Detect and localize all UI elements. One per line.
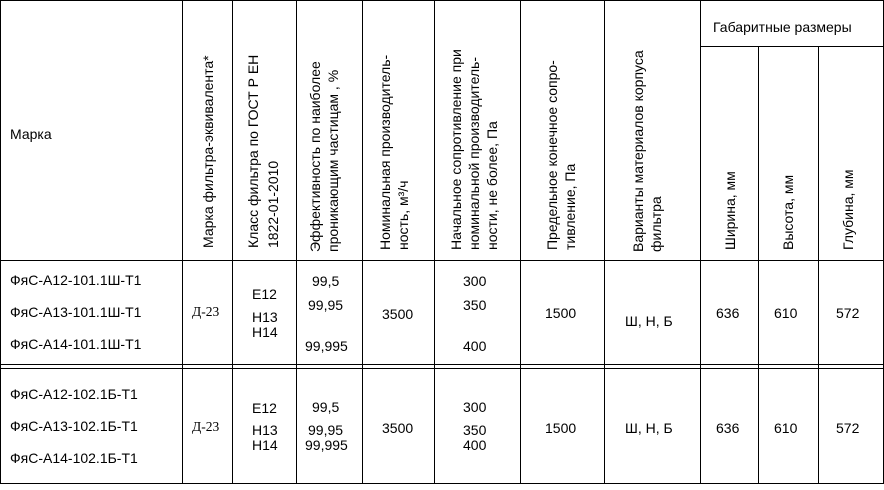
header-initial-resistance-line3: ности, не более, Па (484, 121, 500, 250)
model-name: ФяС-А12-101.1Ш-Т1 (10, 272, 142, 288)
width-value: 636 (716, 305, 740, 321)
initial-resistance-value: 300 (463, 273, 487, 289)
efficiency-value: 99,95 (308, 297, 344, 313)
capacity-value: 3500 (382, 420, 414, 436)
initial-resistance-value: 300 (463, 399, 487, 415)
class-value: E12 (252, 400, 277, 416)
efficiency-value: 99,995 (305, 338, 348, 354)
capacity-value: 3500 (382, 306, 414, 322)
model-name: ФяС-А12-102.1Б-Т1 (10, 386, 138, 402)
filter-equiv-value: Д-23 (192, 304, 220, 319)
materials-value: Ш, Н, Б (625, 420, 673, 436)
col-line-7 (604, 0, 605, 484)
header-filter-equiv: Марка фильтра-эквивалента* (200, 55, 216, 248)
table-border-bottom (0, 483, 884, 484)
model-name: ФяС-А14-102.1Б-Т1 (10, 450, 138, 466)
class-value: H14 (252, 437, 278, 453)
header-height: Высота, мм (780, 174, 796, 250)
model-name: ФяС-А13-102.1Б-Т1 (10, 418, 138, 434)
col-line-5 (434, 0, 435, 484)
efficiency-value: 99,5 (312, 399, 340, 415)
col-line-3 (296, 0, 297, 484)
group-divider-1b (0, 368, 884, 369)
header-capacity-line1: Номинальная производитель- (377, 54, 393, 250)
header-final-resistance-line1: Предельное конечное сопро- (544, 60, 560, 250)
col-line-6 (520, 0, 521, 484)
group-divider-1 (0, 364, 884, 365)
filter-equiv-value: Д-23 (192, 419, 220, 434)
header-efficiency-line2: проникающим частицам , % (325, 69, 341, 252)
dims-header-divider (700, 46, 884, 47)
height-value: 610 (774, 305, 798, 321)
class-value: H13 (252, 309, 278, 325)
initial-resistance-value: 350 (463, 422, 487, 438)
efficiency-value: 99,5 (312, 273, 340, 289)
table-border-top (0, 0, 884, 1)
col-line-2 (232, 0, 233, 484)
header-dims-group: Габаритные размеры (713, 19, 852, 35)
width-value: 636 (716, 420, 740, 436)
depth-value: 572 (836, 420, 860, 436)
class-value: H14 (252, 324, 278, 340)
materials-value: Ш, Н, Б (625, 313, 673, 329)
header-efficiency-line1: Эффективность по наиболее (307, 61, 323, 252)
final-resistance-value: 1500 (545, 305, 577, 321)
col-line-4 (362, 0, 363, 484)
efficiency-value: 99,995 (305, 437, 348, 453)
header-materials-line1: Варианты материалов корпуса (630, 50, 646, 252)
height-value: 610 (774, 420, 798, 436)
col-line-9 (758, 47, 759, 484)
class-value: E12 (252, 286, 277, 302)
header-depth: Глубина, мм (840, 169, 856, 250)
header-class-line2: 1822-01-2010 (265, 160, 281, 248)
efficiency-value: 99,95 (308, 422, 344, 438)
header-marka: Марка (10, 126, 52, 142)
header-class-line1: Класс фильтра по ГОСТ Р ЕН (245, 54, 261, 248)
header-width: Ширина, мм (722, 171, 738, 250)
header-bottom-rule (0, 260, 884, 261)
final-resistance-value: 1500 (545, 420, 577, 436)
depth-value: 572 (836, 305, 860, 321)
col-line-0 (0, 0, 1, 484)
col-line-1 (182, 0, 183, 484)
initial-resistance-value: 350 (463, 297, 487, 313)
class-value: H13 (252, 422, 278, 438)
header-materials-line2: фильтра (648, 196, 664, 252)
initial-resistance-value: 400 (463, 338, 487, 354)
col-line-8 (700, 0, 701, 484)
header-final-resistance-line2: тивление, Па (562, 163, 578, 250)
header-initial-resistance-line1: Начальное сопротивление при (448, 49, 464, 250)
initial-resistance-value: 400 (463, 437, 487, 453)
header-initial-resistance-line2: номинальной производитель- (466, 56, 482, 250)
col-line-10 (818, 47, 819, 484)
model-name: ФяС-А14-101.1Ш-Т1 (10, 336, 142, 352)
header-capacity-line2: ность, м³/ч (395, 180, 411, 250)
model-name: ФяС-А13-101.1Ш-Т1 (10, 304, 142, 320)
